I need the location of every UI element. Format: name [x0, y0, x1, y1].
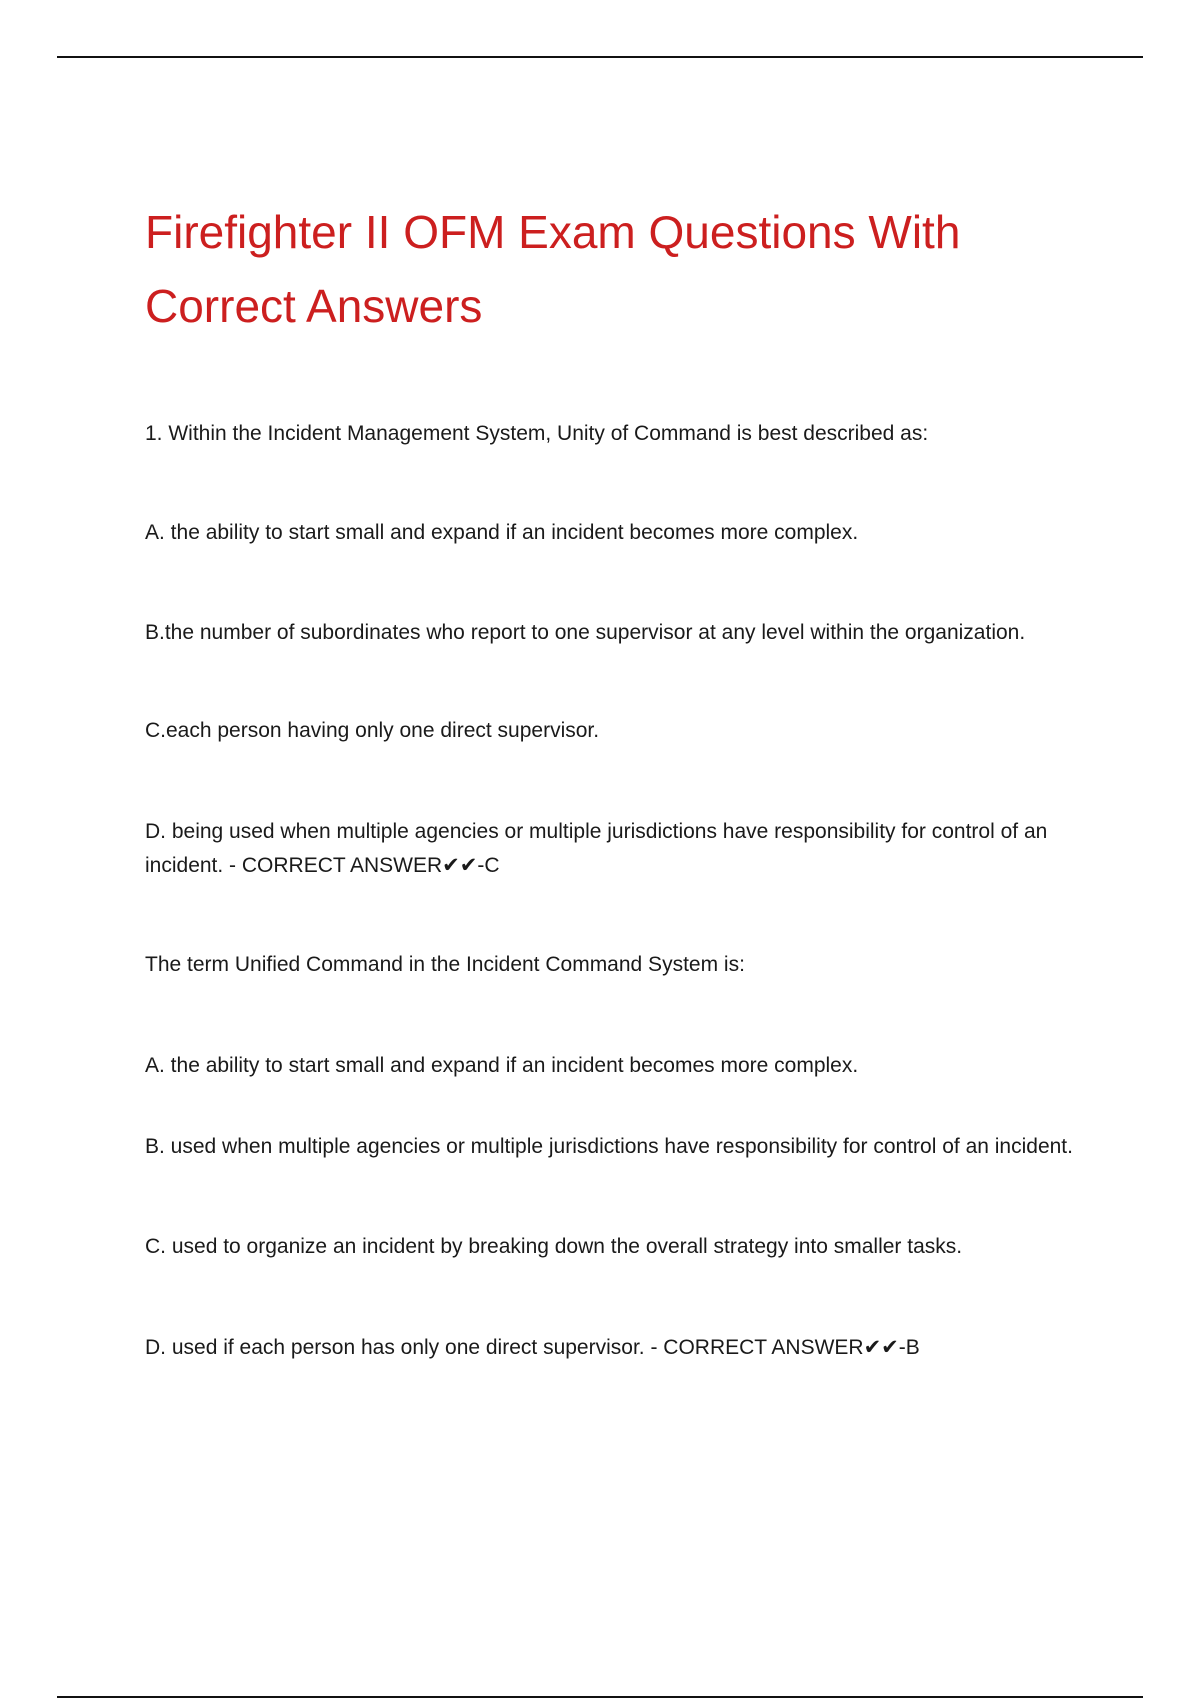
question-1-prompt: 1. Within the Incident Management System, Unity of Command is best described as:	[145, 422, 929, 445]
document-body	[145, 195, 1080, 1365]
question-2-option-c: C. used to organize an incident by breaking down the overall strategy into smaller tasks.	[145, 1235, 963, 1258]
document-title	[145, 195, 1080, 343]
question-2-prompt: The term Unified Command in the Incident Command System is:	[145, 953, 745, 976]
question-1-option-b: B.the number of subordinates who report to one supervisor at any level within the organization.	[145, 621, 1026, 644]
question-2-option-a: A. the ability to start small and expand if an incident becomes more complex.	[145, 1054, 859, 1077]
title-line-2: Correct Answers	[145, 280, 483, 332]
bottom-rule	[57, 1696, 1143, 1698]
question-1-option-a: A. the ability to start small and expand if an incident becomes more complex.	[145, 521, 859, 544]
question-2-option-b: B. used when multiple agencies or multiple jurisdictions have responsibility for control of an incident.	[145, 1135, 1073, 1158]
question-2-option-d: D. used if each person has only one direct supervisor. - CORRECT ANSWER✔✔-B	[145, 1336, 920, 1359]
question-1-option-c: C.each person having only one direct supervisor.	[145, 719, 600, 742]
top-rule	[57, 56, 1143, 58]
question-1-option-d: D. being used when multiple agencies or multiple jurisdictions have responsibility for control of an incident. - CORRECT ANSWER✔✔-C	[145, 820, 1048, 877]
title-line-1: Firefighter II OFM Exam Questions With	[145, 206, 961, 258]
